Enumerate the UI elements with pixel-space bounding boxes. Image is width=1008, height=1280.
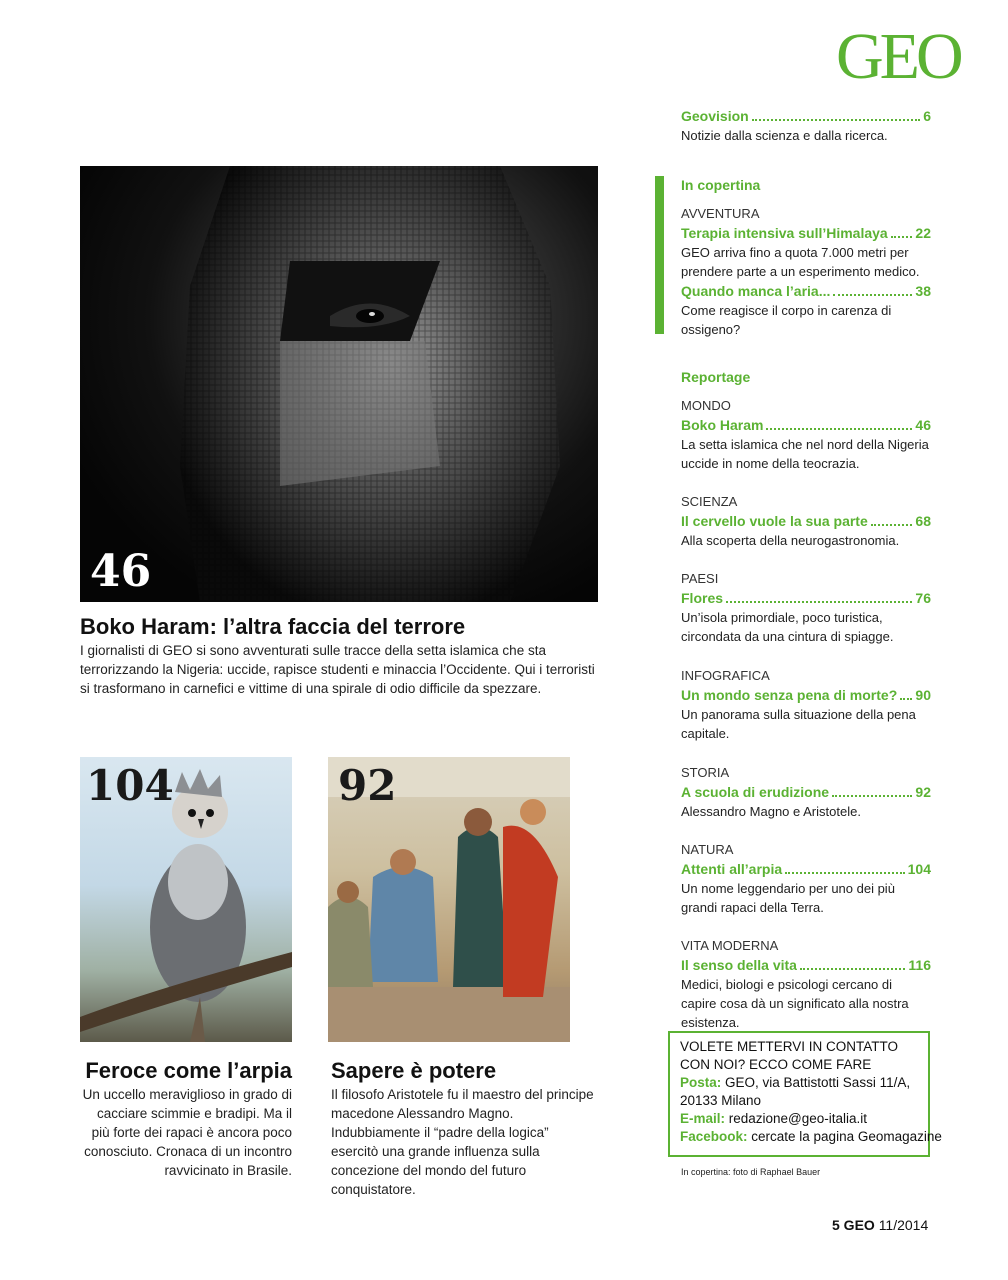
section-title: Reportage (681, 369, 751, 385)
toc-page: 90 (915, 687, 931, 703)
contact-title: VOLETE METTERVI IN CONTATTO (680, 1039, 899, 1054)
toc-title: Quando manca l’aria... (681, 283, 831, 299)
toc-section-copertina (681, 175, 931, 195)
page-folio: 5 GEO 11/2014 (832, 1217, 929, 1233)
feature-headline[interactable]: Sapere è potere (331, 1058, 497, 1083)
toc-category: VITA MODERNA (681, 938, 779, 953)
toc-category: SCIENZA (681, 494, 738, 509)
toc-category: MONDO (681, 398, 731, 413)
toc-page: 68 (915, 513, 931, 529)
toc-page: 46 (915, 417, 931, 433)
toc-title: Il cervello vuole la sua parte (681, 513, 868, 529)
aristotle-fresco-photo[interactable] (328, 757, 570, 1042)
section-title: In copertina (681, 177, 761, 193)
toc-title: Boko Haram (681, 417, 764, 433)
toc-title: Terapia intensiva sull’Himalaya (681, 225, 888, 241)
toc-title: Flores (681, 590, 724, 606)
toc-entry[interactable] (681, 492, 931, 550)
section-bar (655, 176, 664, 334)
page-number-badge: 104 (86, 761, 174, 810)
toc-category: STORIA (681, 765, 730, 780)
geo-logo: GEO (836, 20, 960, 93)
toc-page: 92 (915, 784, 931, 800)
boko-haram-photo[interactable] (80, 166, 598, 602)
toc-category: INFOGRAFICA (681, 668, 770, 683)
contact-email[interactable]: E-mail: redazione@geo-italia.it (680, 1111, 868, 1126)
toc-page: 104 (907, 861, 931, 877)
contact-box (668, 1031, 942, 1157)
toc-title: Geovision (681, 108, 749, 124)
contact-title: CON NOI? ECCO COME FARE (680, 1057, 872, 1072)
toc-page: 76 (915, 590, 931, 606)
toc-page: 22 (915, 225, 931, 241)
toc-desc: Un nome leggendario per uno dei più grandi rapaci della Terra. (681, 881, 895, 915)
toc-desc: Alla scoperta della neurogastronomia. (681, 533, 900, 548)
toc-desc: Come reagisce il corpo in carenza di ossigeno? (681, 303, 892, 337)
toc-category: PAESI (681, 571, 719, 586)
toc-entry[interactable] (681, 396, 931, 473)
toc-entry[interactable] (681, 223, 931, 281)
toc-desc: GEO arriva fino a quota 7.000 metri per prendere parte a un esperimento medico. (681, 245, 920, 279)
toc-title: A scuola di erudizione (681, 784, 830, 800)
toc-desc: Notizie dalla scienza e dalla ricerca. (681, 128, 888, 143)
toc-desc: Medici, biologi e psicologi cercano di capire cosa dà un significato alla nostra esistenza. (681, 977, 909, 1030)
toc-title: Un mondo senza pena di morte? (681, 687, 898, 703)
contact-posta: Posta: GEO, via Battistotti Sassi 11/A, (680, 1075, 911, 1090)
toc-page: 116 (908, 957, 931, 973)
toc-entry[interactable] (681, 666, 931, 743)
toc-desc: Un’isola primordiale, poco turistica, circondata da una cintura di spiagge. (681, 610, 894, 644)
toc-copertina-entries (681, 204, 931, 339)
cover-credit: In copertina: foto di Raphael Bauer (681, 1167, 821, 1177)
toc-title: Il senso della vita (681, 957, 797, 973)
veiled-face-illustration (80, 166, 598, 602)
toc-title: Attenti all’arpia (681, 861, 783, 877)
page-number-badge: 92 (338, 761, 397, 810)
toc-section-reportage (681, 367, 931, 387)
toc-entry[interactable] (681, 281, 931, 339)
toc-desc: Un panorama sulla situazione della pena capitale. (681, 707, 916, 741)
contact-facebook[interactable]: Facebook: cercate la pagina Geomagazine (680, 1129, 942, 1144)
toc-entry[interactable] (681, 936, 931, 1032)
toc-entry[interactable] (681, 763, 931, 821)
toc-entry[interactable] (681, 569, 931, 646)
toc-category: AVVENTURA (681, 206, 760, 221)
toc-entry[interactable] (681, 840, 931, 917)
toc-desc: Alessandro Magno e Aristotele. (681, 804, 861, 819)
toc-page: 6 (923, 108, 931, 124)
toc-desc: La setta islamica che nel nord della Nigeria uccide in nome della teocrazia. (681, 437, 929, 471)
feature-headline[interactable]: Boko Haram: l’altra faccia del terrore (80, 614, 466, 639)
feature-body: Un uccello meraviglioso in grado di cacciare scimmie e bradipi. Ma il più forte dei rapaci è ancora poco conosciuto. Cronaca di un incontro ravvicinato in Brasile. (82, 1087, 292, 1178)
feature-body: Il filosofo Aristotele fu il maestro del principe macedone Alessandro Magno. Indubbiamente il “padre della logica” esercitò una grande influenza sulla concezione del mondo del futuro conquistatore. (331, 1087, 594, 1197)
feature-headline[interactable]: Feroce come l’arpia (85, 1058, 292, 1083)
harpy-eagle-photo[interactable] (80, 757, 292, 1042)
contact-posta-city: 20133 Milano (680, 1093, 762, 1108)
page-number-badge: 46 (90, 546, 152, 597)
toc-category: NATURA (681, 842, 734, 857)
toc-geovision[interactable] (681, 106, 931, 145)
toc-page: 38 (915, 283, 931, 299)
feature-body: I giornalisti di GEO si sono avventurati sulle tracce della setta islamica che sta terrorizzando la Nigeria: uccide, rapisce studenti e minaccia l’Occidente. Qui i terroristi si trasformano in carnefici e vittime di una spirale di odio difficile da spezzare. (80, 643, 595, 696)
